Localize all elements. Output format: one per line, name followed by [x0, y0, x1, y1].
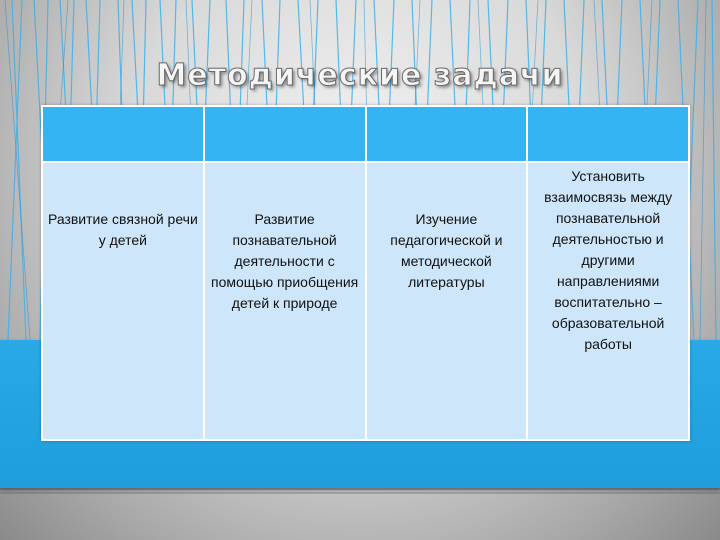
table-header-cell: [42, 106, 204, 162]
cell-text: Развитие связной речи у детей: [47, 211, 198, 248]
cell-text: Развитие познавательной деятельности с помощью приобщения детей к природе: [210, 211, 359, 311]
tasks-table: [41, 105, 690, 441]
table-cell-literature: [366, 162, 528, 440]
table-cell-cognitive: [204, 162, 366, 440]
cell-text: Изучение педагогической и методической литературы: [390, 211, 503, 290]
table-header-cell: [204, 106, 366, 162]
table-cell-speech: [42, 162, 204, 440]
table-header-cell: [527, 106, 689, 162]
band-divider-line-thin: [0, 492, 720, 494]
table-row: [42, 162, 689, 440]
table-header-row: [42, 106, 689, 162]
tasks-table-container: [41, 105, 690, 441]
band-divider-line: [0, 488, 720, 490]
slide-title: Методические задачи: [156, 58, 564, 93]
table-cell-relationship: [527, 162, 689, 440]
cell-text: Установить взаимосвязь между познавательной деятельностью и другими направлениями воспитательно – образовательной работы: [544, 168, 673, 352]
table-header-cell: [366, 106, 528, 162]
